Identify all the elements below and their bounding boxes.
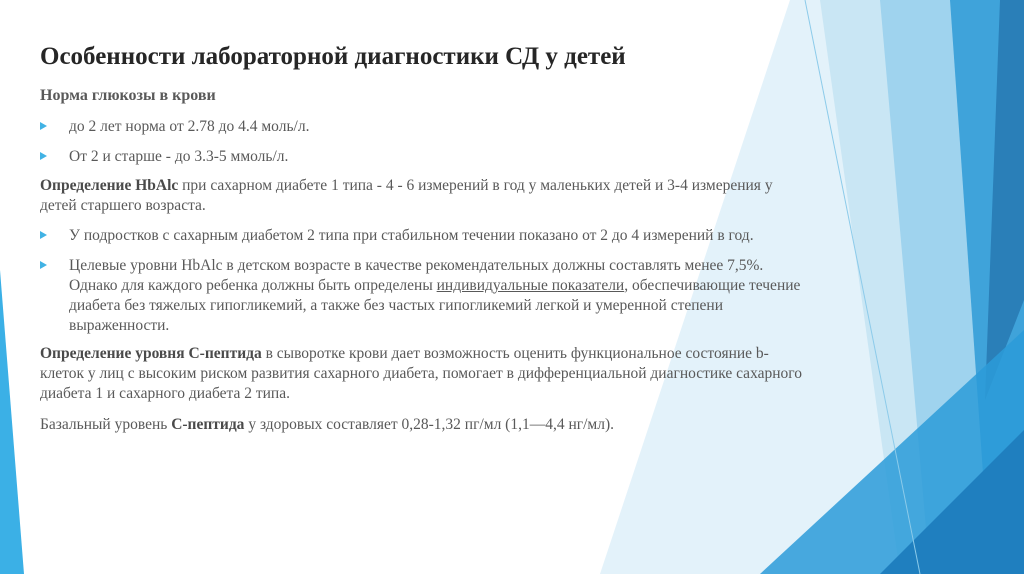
bullet-arrow-icon	[40, 122, 47, 130]
hba1c-bold: Определение HbAlc	[40, 177, 179, 194]
glucose-heading: Норма глюкозы в крови	[40, 87, 216, 104]
bullet-arrow-icon	[40, 231, 47, 239]
left-accent-triangle	[0, 270, 24, 574]
basal-bold: С-пептида	[171, 416, 245, 433]
target-item: Целевые уровни HbAlc в детском возрасте в качестве рекомендательных должны составлять менее 7,5%. Однако для каждого ребенка должны быть определены индивидуальные показатели, обеспечивающие течение диабета без тяжелых гипогликемий, а также без частых гипогликемий легкой и умеренной степени выраженности.	[40, 256, 810, 336]
slide-content	[40, 40, 810, 435]
bullet-arrow-icon	[40, 261, 47, 269]
basal-paragraph: Базальный уровень С-пептида у здоровых составляет 0,28-1,32 пг/мл (1,1—4,4 нг/мл).	[40, 416, 615, 433]
slide-title: Особенности лабораторной диагностики СД у детей	[40, 43, 626, 70]
underlined-phrase: индивидуальные показатели	[436, 277, 625, 294]
cpeptide-paragraph: Определение уровня С-пептида в сыворотке крови дает возможность оценить функциональное состояние b-клеток у лиц с высоким риском развития сахарного диабета, помогает в дифференциальной диагностике сахарного диабета 1 и сахарного диабета 2 типа.	[40, 345, 803, 402]
bullet-arrow-icon	[40, 152, 47, 160]
teen-item: У подростков с сахарным диабетом 2 типа при стабильном течении показано от 2 до 4 измерений в год.	[40, 226, 810, 246]
glucose-item-2: От 2 и старше - до 3.3-5 ммоль/л.	[40, 147, 810, 167]
glucose-item-1: до 2 лет норма от 2.78 до 4.4 моль/л.	[40, 117, 810, 137]
hba1c-paragraph: Определение HbAlc при сахарном диабете 1 типа - 4 - 6 измерений в год у маленьких детей и 3-4 измерения у детей старшего возраста.	[40, 177, 773, 214]
cpeptide-bold: Определение уровня С-пептида	[40, 345, 262, 362]
